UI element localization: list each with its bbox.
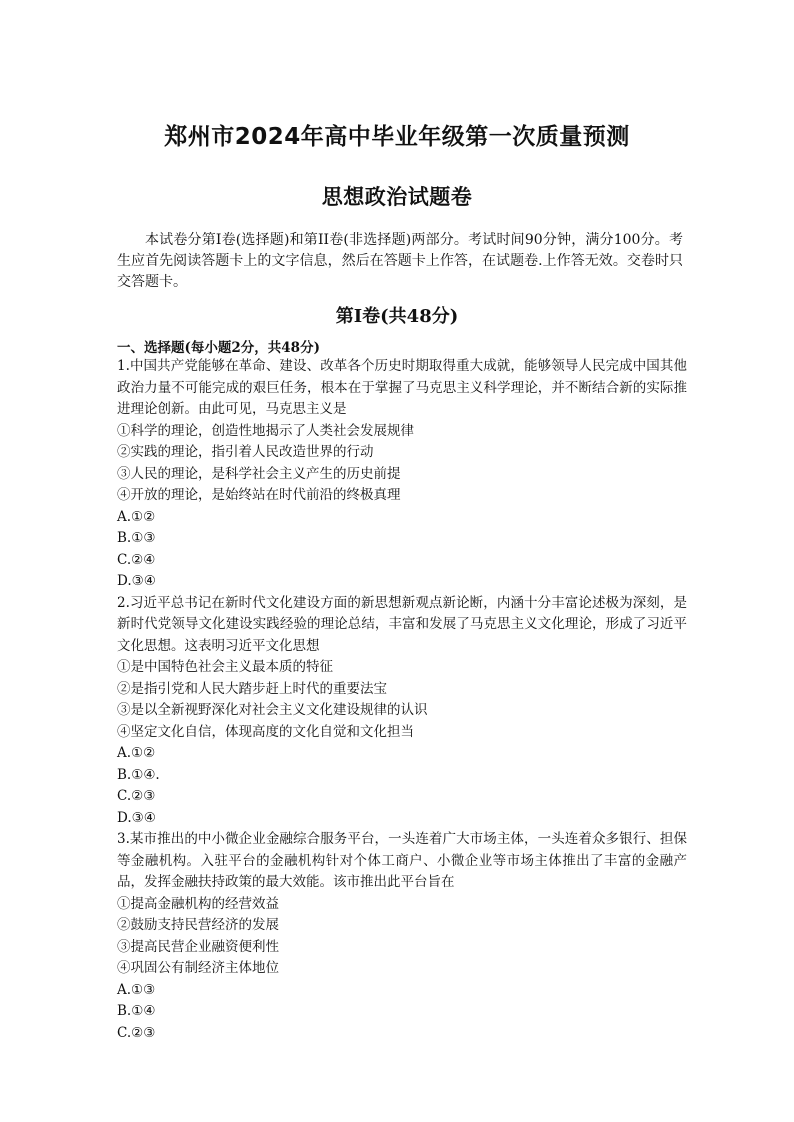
statement-1: ①科学的理论，创造性地揭示了人类社会发展规律 [117, 422, 414, 439]
option-b: B.①④ [117, 1003, 156, 1019]
exam-title: 郑州市2024年高中毕业年级第一次质量预测 [164, 124, 630, 150]
statement-2: ②是指引党和人民大踏步赶上时代的重要法宝 [117, 680, 387, 697]
exam-subtitle: 思想政治试题卷 [321, 185, 473, 209]
part-heading: 第I卷(共48分) [335, 306, 459, 327]
question-stem: 1.中国共产党能够在革命、建设、改革各个历史时期取得重大成就，能够领导人民完成中国其他政治力量不可能完成的艰巨任务，根本在于掌握了马克思主义科学理论，并不断结合新的实际推进理论创新。由此可见，马克思主义是 [117, 358, 687, 417]
option-c: C.②③ [117, 788, 156, 804]
question-2 [117, 593, 687, 830]
statement-4: ④坚定文化自信，体现高度的文化自觉和文化担当 [117, 723, 414, 740]
exam-instructions: 本试卷分第I卷(选择题)和第II卷(非选择题)两部分。考试时间90分钟，满分100分。考生应首先阅读答题卡上的文字信息，然后在答题卡上作答，在试题卷.上作答无效。交卷时只交答题卡。 [117, 232, 683, 290]
statement-3: ③人民的理论，是科学社会主义产生的历史前提 [117, 465, 401, 482]
statement-3: ③是以全新视野深化对社会主义文化建设规律的认识 [117, 702, 428, 718]
section-heading: 一、选择题(每小题2分，共48分) [117, 340, 320, 356]
question-stem: 3.某市推出的中小微企业金融综合服务平台，一头连着广大市场主体，一头连着众多银行、担保等金融机构。入驻平台的金融机构针对个体工商户、小微企业等市场主体推出了丰富的金融产品，发挥金融扶持政策的最大效能。该市推出此平台旨在 [117, 831, 687, 890]
statement-4: ④开放的理论，是始终站在时代前沿的终极真理 [117, 487, 401, 503]
option-d: D.③④ [117, 573, 156, 589]
question-1 [117, 356, 687, 593]
option-d: D.③④ [117, 809, 156, 826]
statement-1: ①提高金融机构的经营效益 [117, 895, 279, 912]
question-list [117, 356, 687, 1044]
statement-3: ③提高民营企业融资便利性 [117, 938, 279, 955]
statement-2: ②实践的理论，指引着人民改造世界的行动 [117, 444, 374, 460]
question-stem: 2.习近平总书记在新时代文化建设方面的新思想新观点新论断，内涵十分丰富论述极为深刻，是新时代党领导文化建设实践经验的理论总结，丰富和发展了马克思主义文化理论，形成了习近平文化思想。这表明习近平文化思想 [117, 594, 687, 654]
option-c: C.②④ [117, 551, 156, 568]
option-a: A.①② [117, 745, 156, 761]
option-c: C.②③ [117, 1024, 156, 1041]
option-b: B.①③ [117, 530, 156, 546]
statement-4: ④巩固公有制经济主体地位 [117, 960, 279, 976]
statement-2: ②鼓励支持民营经济的发展 [117, 917, 279, 933]
question-3 [117, 829, 687, 1044]
statement-1: ①是中国特色社会主义最本质的特征 [117, 659, 333, 675]
option-a: A.①② [117, 508, 156, 525]
option-a: A.①③ [117, 981, 156, 998]
option-b: B.①④. [117, 766, 160, 783]
